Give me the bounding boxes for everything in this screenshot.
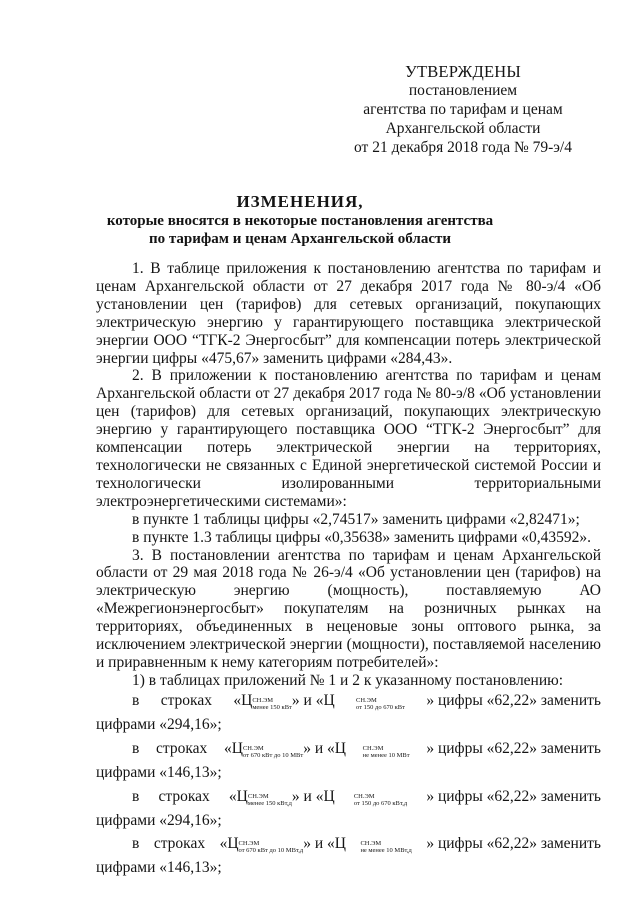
- symbol-subscript: не менее 10 МВт,д: [360, 847, 412, 855]
- symbol-indices: [360, 840, 411, 854]
- tariff-symbol: [224, 740, 346, 759]
- approval-stamp: [340, 62, 586, 157]
- tariff-symbol: [229, 788, 335, 807]
- symbol-prefix: «Ц: [228, 787, 248, 805]
- symbol-prefix: «Ц: [224, 739, 243, 757]
- symbol-prefix: «Ц: [233, 691, 253, 709]
- replacement-value: цифрами «146,13»;: [96, 859, 222, 877]
- word: строках: [160, 691, 212, 709]
- document-title: ИЗМЕНЕНИЯ,: [236, 192, 364, 211]
- approval-line: постановлением: [408, 82, 518, 99]
- document-subtitle-line: которые вносятся в некоторые постановления агентства: [106, 213, 494, 229]
- tariff-symbol: [220, 835, 346, 854]
- symbol-indices: [252, 697, 292, 711]
- symbol-subscript: менее 150 кВт: [252, 703, 292, 711]
- symbol-indices: [248, 793, 292, 807]
- approval-date: от 21 декабря 2018 года № 79-э/4: [354, 139, 572, 156]
- replacement-line: [96, 835, 601, 854]
- replacement-text: » цифры «62,22» заменить: [426, 787, 601, 805]
- word: в: [132, 739, 140, 757]
- symbol-superscript: СН.ЭМ: [353, 792, 375, 800]
- document-body: [96, 260, 601, 877]
- paragraph-2: 2. В приложении к постановлению агентства по тарифам и ценам Архангельской области от 27 декабря 2017 года № 80-э/8 «Об установлении цен (тарифов) для сетевых организаций, покупающих электрическую энергию у гарантирующего поставщика ООО “ТГК-2 Энергосбыт” для компенсации потерь электрической энергии на территориях, технологически не связанных с Единой энергетической системой России и технологически изолированными территориальными электроэнергетическими системами»:: [96, 367, 601, 510]
- symbol-indices: [239, 840, 304, 854]
- word: строках: [156, 739, 208, 757]
- paragraph-3-item: 1) в таблицах приложений № 1 и 2 к указанному постановлению:: [132, 671, 564, 689]
- tariff-symbol: [354, 788, 407, 807]
- replacement-line: [96, 788, 601, 807]
- tariff-symbol: [360, 835, 411, 854]
- symbol-connector: » и «Ц: [291, 691, 335, 709]
- symbol-indices: [243, 745, 303, 759]
- symbol-indices: [354, 793, 407, 807]
- word: в: [132, 787, 140, 805]
- symbol-subscript: не менее 10 МВт: [362, 751, 410, 759]
- symbol-superscript: СН.ЭМ: [247, 792, 269, 800]
- tariff-symbol: [356, 692, 405, 711]
- symbol-superscript: СН.ЭМ: [242, 744, 264, 752]
- symbol-subscript: от 670 кВт до 10 МВт,д: [238, 847, 304, 855]
- symbol-superscript: СН.ЭМ: [252, 696, 274, 704]
- replacement-value: цифрами «146,13»;: [96, 763, 222, 781]
- paragraph-2-item: в пункте 1 таблицы цифры «2,74517» заменить цифрами «2,82471»;: [132, 510, 580, 528]
- symbol-prefix: «Ц: [219, 835, 239, 853]
- replacement-text: » цифры «62,22» заменить: [426, 691, 601, 709]
- word: строках: [158, 787, 210, 805]
- paragraph-1: 1. В таблице приложения к постановлению агентства по тарифам и ценам Архангельской области от 27 декабря 2017 года № 80-э/4 «Об установлении цен (тарифов) для сетевых организаций, покупающих электрическую энергию у гарантирующего поставщика электрической энергии ООО “ТГК-2 Энергосбыт” для компенсации потерь электрической энергии цифры «475,67» заменить цифрами «284,43».: [96, 260, 601, 367]
- symbol-indices: [356, 697, 405, 711]
- word: в: [132, 835, 140, 853]
- document-subtitle-line: по тарифам и ценам Архангельской области: [148, 231, 452, 247]
- symbol-indices: [363, 745, 410, 759]
- symbol-superscript: СН.ЭМ: [360, 840, 382, 848]
- symbol-subscript: от 150 до 670 кВт: [356, 703, 405, 711]
- symbol-superscript: СН.ЭМ: [356, 696, 377, 704]
- symbol-subscript: от 150 до 670 кВт,д: [353, 799, 408, 807]
- approval-heading: УТВЕРЖДЕНЫ: [405, 62, 521, 81]
- document-heading: [90, 192, 510, 248]
- symbol-subscript: менее 150 кВт,д: [247, 799, 292, 807]
- symbol-superscript: СН.ЭМ: [362, 744, 384, 752]
- replacement-line: [96, 740, 601, 759]
- symbol-connector: » и «Ц: [291, 787, 335, 805]
- replacement-text: » цифры «62,22» заменить: [426, 739, 601, 757]
- word: строках: [153, 835, 206, 853]
- symbol-connector: » и «Ц: [303, 835, 346, 853]
- paragraph-2-item: в пункте 1.3 таблицы цифры «0,35638» заменить цифрами «0,43592».: [132, 528, 592, 546]
- replacement-value: цифрами «294,16»;: [96, 715, 222, 733]
- approval-line: агентства по тарифам и ценам: [363, 101, 563, 118]
- symbol-superscript: СН.ЭМ: [238, 840, 260, 848]
- replacement-value: цифрами «294,16»;: [96, 811, 222, 829]
- word: в: [132, 691, 140, 709]
- tariff-symbol: [363, 740, 410, 759]
- symbol-subscript: от 670 кВт до 10 МВт: [242, 751, 304, 759]
- approval-line: Архангельской области: [385, 120, 541, 137]
- replacement-line: [96, 692, 601, 711]
- paragraph-3: 3. В постановлении агентства по тарифам и ценам Архангельской области от 29 мая 2018 года № 26-э/4 «Об установлении цен (тарифов) на электрическую энергию (мощность), поставляемую АО «Межрегионэнергосбыт» покупателям на розничных рынках на территориях, объединенных в неценовые зоны оптового рынка, за исключением электрической энергии (мощности), поставляемой населению и приравненным к нему категориям потребителей»:: [96, 546, 601, 671]
- replacement-rows: [96, 692, 601, 878]
- tariff-symbol: [233, 692, 334, 711]
- replacement-text: » цифры «62,22» заменить: [426, 835, 601, 853]
- symbol-connector: » и «Ц: [303, 739, 346, 757]
